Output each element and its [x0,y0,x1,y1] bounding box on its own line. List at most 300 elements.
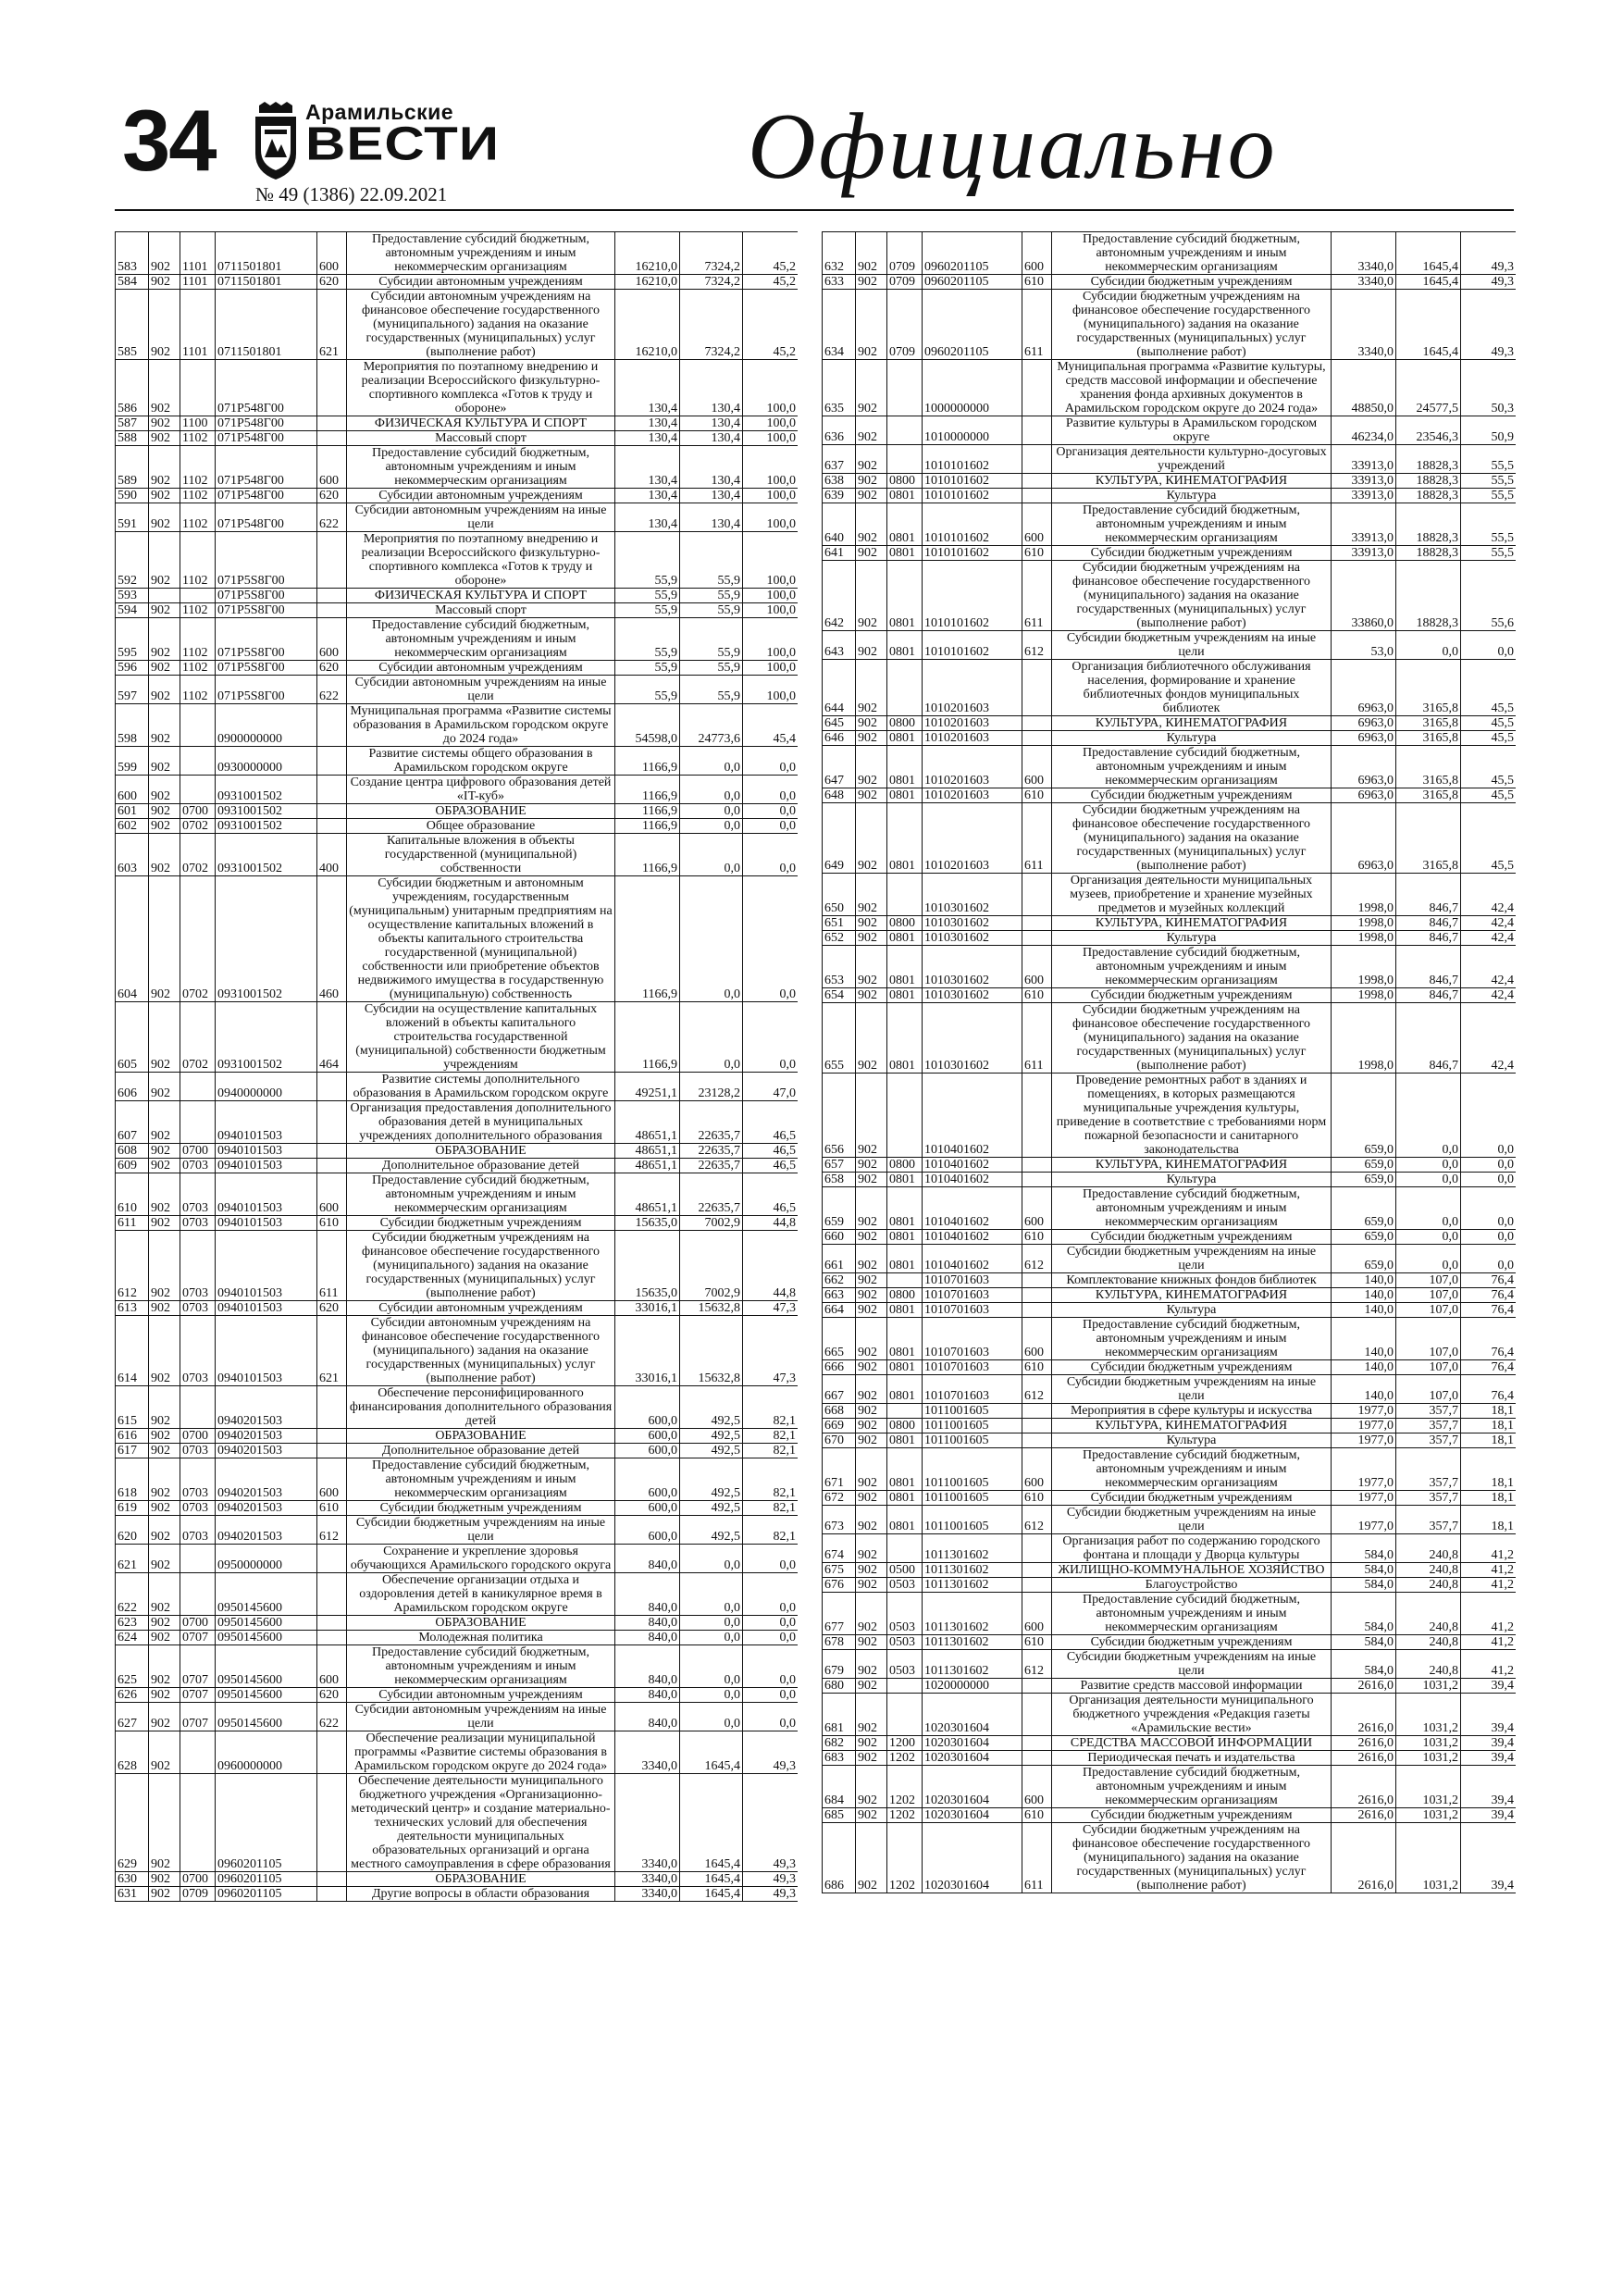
expense-type-cell [317,1101,347,1144]
expense-type-cell [317,1573,347,1616]
expense-type-cell: 611 [1022,290,1052,360]
ministry-code-cell: 902 [856,1694,887,1736]
table-row [116,589,799,603]
target-code-cell: 0950145600 [216,1645,317,1688]
executed-amount-cell: 22635,7 [680,1101,743,1144]
item-name-cell: Предоставление субсидий бюджетным, автономным учреждениям и иным некоммерческим организациям [347,446,615,489]
planned-amount-cell: 6963,0 [1332,660,1396,716]
row-number-cell: 674 [823,1534,856,1563]
target-code-cell: 0940101503 [216,1144,317,1159]
section-code-cell: 0700 [180,1616,216,1631]
section-code-cell: 1102 [180,618,216,661]
executed-amount-cell: 7002,9 [680,1216,743,1231]
planned-amount-cell: 15635,0 [615,1216,680,1231]
table-row [116,618,799,661]
table-row [823,1808,1517,1823]
section-code-cell: 0700 [180,804,216,819]
row-number-cell: 634 [823,290,856,360]
section-code-cell: 0801 [887,1245,923,1273]
target-code-cell: 0931001502 [216,804,317,819]
item-name-cell: КУЛЬТУРА, КИНЕМАТОГРАФИЯ [1052,1288,1332,1303]
target-code-cell: 0931001502 [216,776,317,804]
ministry-code-cell: 902 [856,546,887,561]
target-code-cell: 1010701603 [923,1273,1022,1288]
item-name-cell: Капитальные вложения в объекты государственной (муниципальной) собственности [347,834,615,876]
planned-amount-cell: 840,0 [615,1616,680,1631]
target-code-cell: 0940101503 [216,1301,317,1316]
expense-type-cell [317,1872,347,1887]
ministry-code-cell: 902 [149,489,180,503]
ministry-code-cell: 902 [149,503,180,532]
section-code-cell [887,874,923,916]
expense-type-cell: 621 [317,1316,347,1386]
expense-type-cell: 620 [317,1688,347,1703]
planned-amount-cell: 840,0 [615,1573,680,1616]
planned-amount-cell: 1998,0 [1332,916,1396,931]
table-row [116,1688,799,1703]
expense-type-cell: 611 [1022,561,1052,631]
item-name-cell: Обеспечение реализации муниципальной программы «Развитие системы образования в Арамильском городском округе до 2024 года» [347,1731,615,1774]
target-code-cell: 0950145600 [216,1703,317,1731]
ministry-code-cell: 902 [856,1751,887,1766]
target-code-cell: 0960201105 [216,1887,317,1902]
row-number-cell: 651 [823,916,856,931]
planned-amount-cell: 1998,0 [1332,874,1396,916]
executed-amount-cell: 18828,3 [1396,503,1461,546]
ministry-code-cell: 902 [149,1631,180,1645]
item-name-cell: Субсидии автономным учреждениям на иные цели [347,503,615,532]
table-row [116,1573,799,1616]
page-number: 34 [122,92,216,189]
newspaper-logo [252,100,500,183]
planned-amount-cell: 2616,0 [1332,1808,1396,1823]
ministry-code-cell: 902 [856,1419,887,1433]
section-code-cell: 0801 [887,731,923,746]
execution-percent-cell: 0,0 [743,804,799,819]
planned-amount-cell: 33016,1 [615,1301,680,1316]
expense-type-cell: 610 [317,1216,347,1231]
execution-percent-cell: 44,8 [743,1231,799,1301]
item-name-cell: Субсидии на осуществление капитальных вложений в объекты капитального строительства государственной (муниципальной) собственности бюджетным учреждениям [347,1002,615,1073]
table-row [823,1578,1517,1593]
execution-percent-cell: 39,4 [1461,1751,1517,1766]
expense-type-cell [1022,931,1052,946]
item-name-cell: Субсидии бюджетным учреждениям на финансовое обеспечение государственного (муниципального) задания на оказание государственных (муниципальных) услуг (выполнение работ) [347,1231,615,1301]
target-code-cell: 1020301604 [923,1736,1022,1751]
executed-amount-cell: 7324,2 [680,275,743,290]
ministry-code-cell: 902 [149,876,180,1002]
planned-amount-cell: 1977,0 [1332,1491,1396,1506]
target-code-cell: 071P5S8Г00 [216,532,317,589]
target-code-cell: 1010701603 [923,1303,1022,1318]
planned-amount-cell: 1977,0 [1332,1448,1396,1491]
target-code-cell: 1020301604 [923,1766,1022,1808]
row-number-cell: 656 [823,1074,856,1158]
executed-amount-cell: 492,5 [680,1501,743,1516]
ministry-code-cell: 902 [856,1448,887,1491]
row-number-cell: 620 [116,1516,149,1545]
planned-amount-cell: 130,4 [615,431,680,446]
table-row [116,1703,799,1731]
row-number-cell: 686 [823,1823,856,1893]
executed-amount-cell: 107,0 [1396,1318,1461,1360]
row-number-cell: 660 [823,1230,856,1245]
execution-percent-cell: 46,5 [743,1173,799,1216]
expense-type-cell: 610 [1022,1491,1052,1506]
row-number-cell: 612 [116,1231,149,1301]
executed-amount-cell: 107,0 [1396,1303,1461,1318]
ministry-code-cell: 902 [856,788,887,803]
table-row [823,1694,1517,1736]
expense-type-cell [317,1774,347,1872]
planned-amount-cell: 1998,0 [1332,931,1396,946]
item-name-cell: Субсидии бюджетным учреждениям [1052,1230,1332,1245]
row-number-cell: 628 [116,1731,149,1774]
executed-amount-cell: 130,4 [680,446,743,489]
target-code-cell: 1010201603 [923,803,1022,874]
executed-amount-cell: 240,8 [1396,1534,1461,1563]
execution-percent-cell: 45,5 [1461,660,1517,716]
row-number-cell: 673 [823,1506,856,1534]
execution-percent-cell: 18,1 [1461,1448,1517,1491]
row-number-cell: 626 [116,1688,149,1703]
expense-type-cell [1022,1074,1052,1158]
target-code-cell: 1010401602 [923,1158,1022,1173]
target-code-cell: 0940101503 [216,1216,317,1231]
execution-percent-cell: 82,1 [743,1458,799,1501]
row-number-cell: 623 [116,1616,149,1631]
row-number-cell: 670 [823,1433,856,1448]
target-code-cell: 0960201105 [923,290,1022,360]
ministry-code-cell: 902 [856,416,887,445]
target-code-cell: 1010401602 [923,1230,1022,1245]
execution-percent-cell: 55,5 [1461,546,1517,561]
execution-percent-cell: 100,0 [743,446,799,489]
executed-amount-cell: 107,0 [1396,1273,1461,1288]
item-name-cell: Предоставление субсидий бюджетным, автономным учреждениям и иным некоммерческим организациям [1052,946,1332,988]
execution-percent-cell: 55,5 [1461,503,1517,546]
target-code-cell: 1011301602 [923,1593,1022,1635]
table-row [116,876,799,1002]
section-code-cell: 0500 [887,1563,923,1578]
target-code-cell: 1011001605 [923,1491,1022,1506]
planned-amount-cell: 33913,0 [1332,503,1396,546]
planned-amount-cell: 130,4 [615,489,680,503]
expense-type-cell [1022,660,1052,716]
item-name-cell: Обеспечение персонифицированного финансирования дополнительного образования детей [347,1386,615,1429]
ministry-code-cell: 902 [856,445,887,474]
section-code-cell [887,1679,923,1694]
expense-type-cell: 612 [1022,1506,1052,1534]
row-number-cell: 677 [823,1593,856,1635]
executed-amount-cell: 1645,4 [1396,290,1461,360]
executed-amount-cell: 846,7 [1396,946,1461,988]
planned-amount-cell: 55,9 [615,532,680,589]
item-name-cell: Предоставление субсидий бюджетным, автономным учреждениям и иным некоммерческим организациям [1052,1318,1332,1360]
item-name-cell: Культура [1052,1433,1332,1448]
expense-type-cell [1022,1563,1052,1578]
ministry-code-cell: 902 [149,1731,180,1774]
ministry-code-cell: 902 [856,874,887,916]
expense-type-cell: 620 [317,275,347,290]
planned-amount-cell: 659,0 [1332,1187,1396,1230]
table-row [823,1419,1517,1433]
table-row [823,1736,1517,1751]
ministry-code-cell: 902 [856,561,887,631]
table-row [116,1002,799,1073]
table-row [823,716,1517,731]
target-code-cell: 1010201603 [923,746,1022,788]
section-code-cell [180,1073,216,1101]
target-code-cell: 1010101602 [923,561,1022,631]
expense-type-cell [317,416,347,431]
execution-percent-cell: 76,4 [1461,1375,1517,1404]
planned-amount-cell: 55,9 [615,661,680,676]
executed-amount-cell: 130,4 [680,416,743,431]
table-row [823,1303,1517,1318]
item-name-cell: Дополнительное образование детей [347,1444,615,1458]
ministry-code-cell: 902 [856,1003,887,1074]
target-code-cell: 1011301602 [923,1534,1022,1563]
item-name-cell: Субсидии бюджетным учреждениям [1052,1808,1332,1823]
expense-type-cell [1022,1751,1052,1766]
table-row [823,546,1517,561]
table-row [823,1491,1517,1506]
row-number-cell: 647 [823,746,856,788]
target-code-cell: 0940101503 [216,1316,317,1386]
execution-percent-cell: 45,4 [743,704,799,747]
planned-amount-cell: 840,0 [615,1645,680,1688]
expense-type-cell: 600 [1022,1187,1052,1230]
item-name-cell: Развитие средств массовой информации [1052,1679,1332,1694]
table-row [116,1429,799,1444]
ministry-code-cell: 902 [149,232,180,275]
target-code-cell: 0940201503 [216,1458,317,1501]
section-code-cell: 1102 [180,503,216,532]
expense-type-cell [317,431,347,446]
planned-amount-cell: 584,0 [1332,1635,1396,1650]
item-name-cell: Субсидии автономным учреждениям на иные цели [347,1703,615,1731]
planned-amount-cell: 3340,0 [1332,232,1396,275]
section-code-cell: 0709 [887,290,923,360]
ministry-code-cell: 902 [856,474,887,489]
section-code-cell: 0503 [887,1635,923,1650]
table-row [823,1273,1517,1288]
row-number-cell: 671 [823,1448,856,1491]
expense-type-cell [1022,1303,1052,1318]
section-code-cell: 0707 [180,1703,216,1731]
row-number-cell: 629 [116,1774,149,1872]
row-number-cell: 663 [823,1288,856,1303]
expense-type-cell: 600 [317,1645,347,1688]
table-row [823,1593,1517,1635]
section-code-cell: 1102 [180,446,216,489]
execution-percent-cell: 0,0 [1461,1158,1517,1173]
executed-amount-cell: 846,7 [1396,988,1461,1003]
item-name-cell: Организация библиотечного обслуживания населения, формирование и хранение библиотечных фондов муниципальных библиотек [1052,660,1332,716]
execution-percent-cell: 0,0 [1461,1074,1517,1158]
row-number-cell: 675 [823,1563,856,1578]
executed-amount-cell: 1031,2 [1396,1823,1461,1893]
execution-percent-cell: 42,4 [1461,931,1517,946]
item-name-cell: Предоставление субсидий бюджетным, автономным учреждениям и иным некоммерческим организациям [1052,1187,1332,1230]
expense-type-cell [1022,474,1052,489]
row-number-cell: 606 [116,1073,149,1101]
item-name-cell: КУЛЬТУРА, КИНЕМАТОГРАФИЯ [1052,1158,1332,1173]
executed-amount-cell: 1645,4 [1396,275,1461,290]
executed-amount-cell: 7324,2 [680,232,743,275]
item-name-cell: Культура [1052,731,1332,746]
expense-type-cell: 622 [317,1703,347,1731]
item-name-cell: Субсидии бюджетным учреждениям [1052,1491,1332,1506]
execution-percent-cell: 55,5 [1461,474,1517,489]
expense-type-cell [317,819,347,834]
ministry-code-cell: 902 [856,716,887,731]
target-code-cell: 1020301604 [923,1808,1022,1823]
target-code-cell: 071P548Г00 [216,360,317,416]
planned-amount-cell: 33913,0 [1332,546,1396,561]
expense-type-cell [1022,1273,1052,1288]
target-code-cell: 1010301602 [923,874,1022,916]
item-name-cell: Мероприятия по поэтапному внедрению и реализации Всероссийского физкультурно-спортивного комплекса «Готов к труду и обороне» [347,360,615,416]
executed-amount-cell: 7002,9 [680,1231,743,1301]
section-code-cell: 0801 [887,1318,923,1360]
ministry-code-cell: 902 [856,1736,887,1751]
execution-percent-cell: 0,0 [743,1645,799,1688]
execution-percent-cell: 82,1 [743,1501,799,1516]
target-code-cell: 0930000000 [216,747,317,776]
item-name-cell: Субсидии бюджетным учреждениям на финансовое обеспечение государственного (муниципального) задания на оказание государственных (муниципальных) услуг (выполнение работ) [1052,1003,1332,1074]
section-code-cell: 0801 [887,946,923,988]
row-number-cell: 604 [116,876,149,1002]
execution-percent-cell: 0,0 [743,1703,799,1731]
target-code-cell: 0950145600 [216,1631,317,1645]
table-row [116,360,799,416]
row-number-cell: 652 [823,931,856,946]
executed-amount-cell: 492,5 [680,1458,743,1501]
expense-type-cell [317,704,347,747]
item-name-cell: Субсидии автономным учреждениям [347,489,615,503]
item-name-cell: Субсидии автономным учреждениям [347,661,615,676]
table-row [116,1386,799,1429]
item-name-cell: Предоставление субсидий бюджетным, автономным учреждениям и иным некоммерческим организациям [1052,1766,1332,1808]
execution-percent-cell: 49,3 [1461,275,1517,290]
execution-percent-cell: 0,0 [743,747,799,776]
item-name-cell: Предоставление субсидий бюджетным, автономным учреждениям и иным некоммерческим организациям [347,232,615,275]
item-name-cell: Муниципальная программа «Развитие системы образования в Арамильском городском округе до 2024 года» [347,704,615,747]
target-code-cell: 1010201603 [923,716,1022,731]
item-name-cell: Субсидии бюджетным учреждениям на иные цели [347,1516,615,1545]
target-code-cell: 1010101602 [923,503,1022,546]
expense-type-cell [317,1159,347,1173]
executed-amount-cell: 1645,4 [680,1872,743,1887]
item-name-cell: Субсидии бюджетным учреждениям [1052,1360,1332,1375]
ministry-code-cell: 902 [149,416,180,431]
executed-amount-cell: 240,8 [1396,1650,1461,1679]
executed-amount-cell: 107,0 [1396,1288,1461,1303]
ministry-code-cell: 902 [149,1173,180,1216]
item-name-cell: Предоставление субсидий бюджетным, автономным учреждениям и иным некоммерческим организациям [1052,503,1332,546]
target-code-cell: 0711501801 [216,232,317,275]
execution-percent-cell: 100,0 [743,589,799,603]
executed-amount-cell: 22635,7 [680,1144,743,1159]
row-number-cell: 614 [116,1316,149,1386]
planned-amount-cell: 48651,1 [615,1159,680,1173]
row-number-cell: 627 [116,1703,149,1731]
ministry-code-cell: 902 [856,489,887,503]
item-name-cell: ОБРАЗОВАНИЕ [347,1144,615,1159]
row-number-cell: 658 [823,1173,856,1187]
expense-type-cell: 610 [1022,1808,1052,1823]
item-name-cell: Субсидии бюджетным учреждениям на финансовое обеспечение государственного (муниципального) задания на оказание государственных (муниципальных) услуг (выполнение работ) [1052,803,1332,874]
item-name-cell: Субсидии бюджетным учреждениям на иные цели [1052,631,1332,660]
section-code-cell: 0801 [887,1003,923,1074]
item-name-cell: Субсидии бюджетным учреждениям [347,1501,615,1516]
ministry-code-cell: 902 [149,360,180,416]
planned-amount-cell: 55,9 [615,603,680,618]
planned-amount-cell: 16210,0 [615,290,680,360]
execution-percent-cell: 46,5 [743,1159,799,1173]
table-row [823,1404,1517,1419]
row-number-cell: 636 [823,416,856,445]
item-name-cell: Создание центра цифрового образования детей «IT-куб» [347,776,615,804]
item-name-cell: Развитие системы дополнительного образования в Арамильском городском округе [347,1073,615,1101]
section-code-cell: 0703 [180,1231,216,1301]
execution-percent-cell: 0,0 [743,776,799,804]
page-header [0,0,1623,222]
section-code-cell: 0707 [180,1645,216,1688]
planned-amount-cell: 54598,0 [615,704,680,747]
executed-amount-cell: 55,9 [680,603,743,618]
planned-amount-cell: 33016,1 [615,1316,680,1386]
table-row [823,474,1517,489]
row-number-cell: 638 [823,474,856,489]
item-name-cell: Предоставление субсидий бюджетным, автономным учреждениям и иным некоммерческим организациям [347,618,615,661]
planned-amount-cell: 584,0 [1332,1578,1396,1593]
executed-amount-cell: 1645,4 [680,1887,743,1902]
execution-percent-cell: 46,5 [743,1101,799,1144]
item-name-cell: Предоставление субсидий бюджетным, автономным учреждениям и иным некоммерческим организациям [1052,1593,1332,1635]
table-row [823,1074,1517,1158]
expense-type-cell [1022,416,1052,445]
execution-percent-cell: 42,4 [1461,946,1517,988]
item-name-cell: Обеспечение деятельности муниципального бюджетного учреждения «Организационно-методический центр» и создание материально-технических условий для обеспечения деятельности муниципальных образовательных организаций и органа местного самоуправления в сфере образования [347,1774,615,1872]
table-row [116,1101,799,1144]
row-number-cell: 603 [116,834,149,876]
item-name-cell: Развитие культуры в Арамильском городском округе [1052,416,1332,445]
section-code-cell: 0801 [887,746,923,788]
expense-type-cell [317,776,347,804]
planned-amount-cell: 584,0 [1332,1534,1396,1563]
section-code-cell: 0801 [887,1173,923,1187]
executed-amount-cell: 1031,2 [1396,1679,1461,1694]
ministry-code-cell: 902 [149,446,180,489]
expense-type-cell [1022,1433,1052,1448]
planned-amount-cell: 1166,9 [615,747,680,776]
table-row [116,1216,799,1231]
target-code-cell: 1010301602 [923,916,1022,931]
target-code-cell: 071P5S8Г00 [216,603,317,618]
section-code-cell: 0700 [180,1872,216,1887]
executed-amount-cell: 130,4 [680,503,743,532]
item-name-cell: Культура [1052,1173,1332,1187]
planned-amount-cell: 600,0 [615,1516,680,1545]
execution-percent-cell: 100,0 [743,661,799,676]
expense-type-cell: 611 [1022,1823,1052,1893]
planned-amount-cell: 584,0 [1332,1563,1396,1578]
section-code-cell: 0800 [887,916,923,931]
row-number-cell: 635 [823,360,856,416]
